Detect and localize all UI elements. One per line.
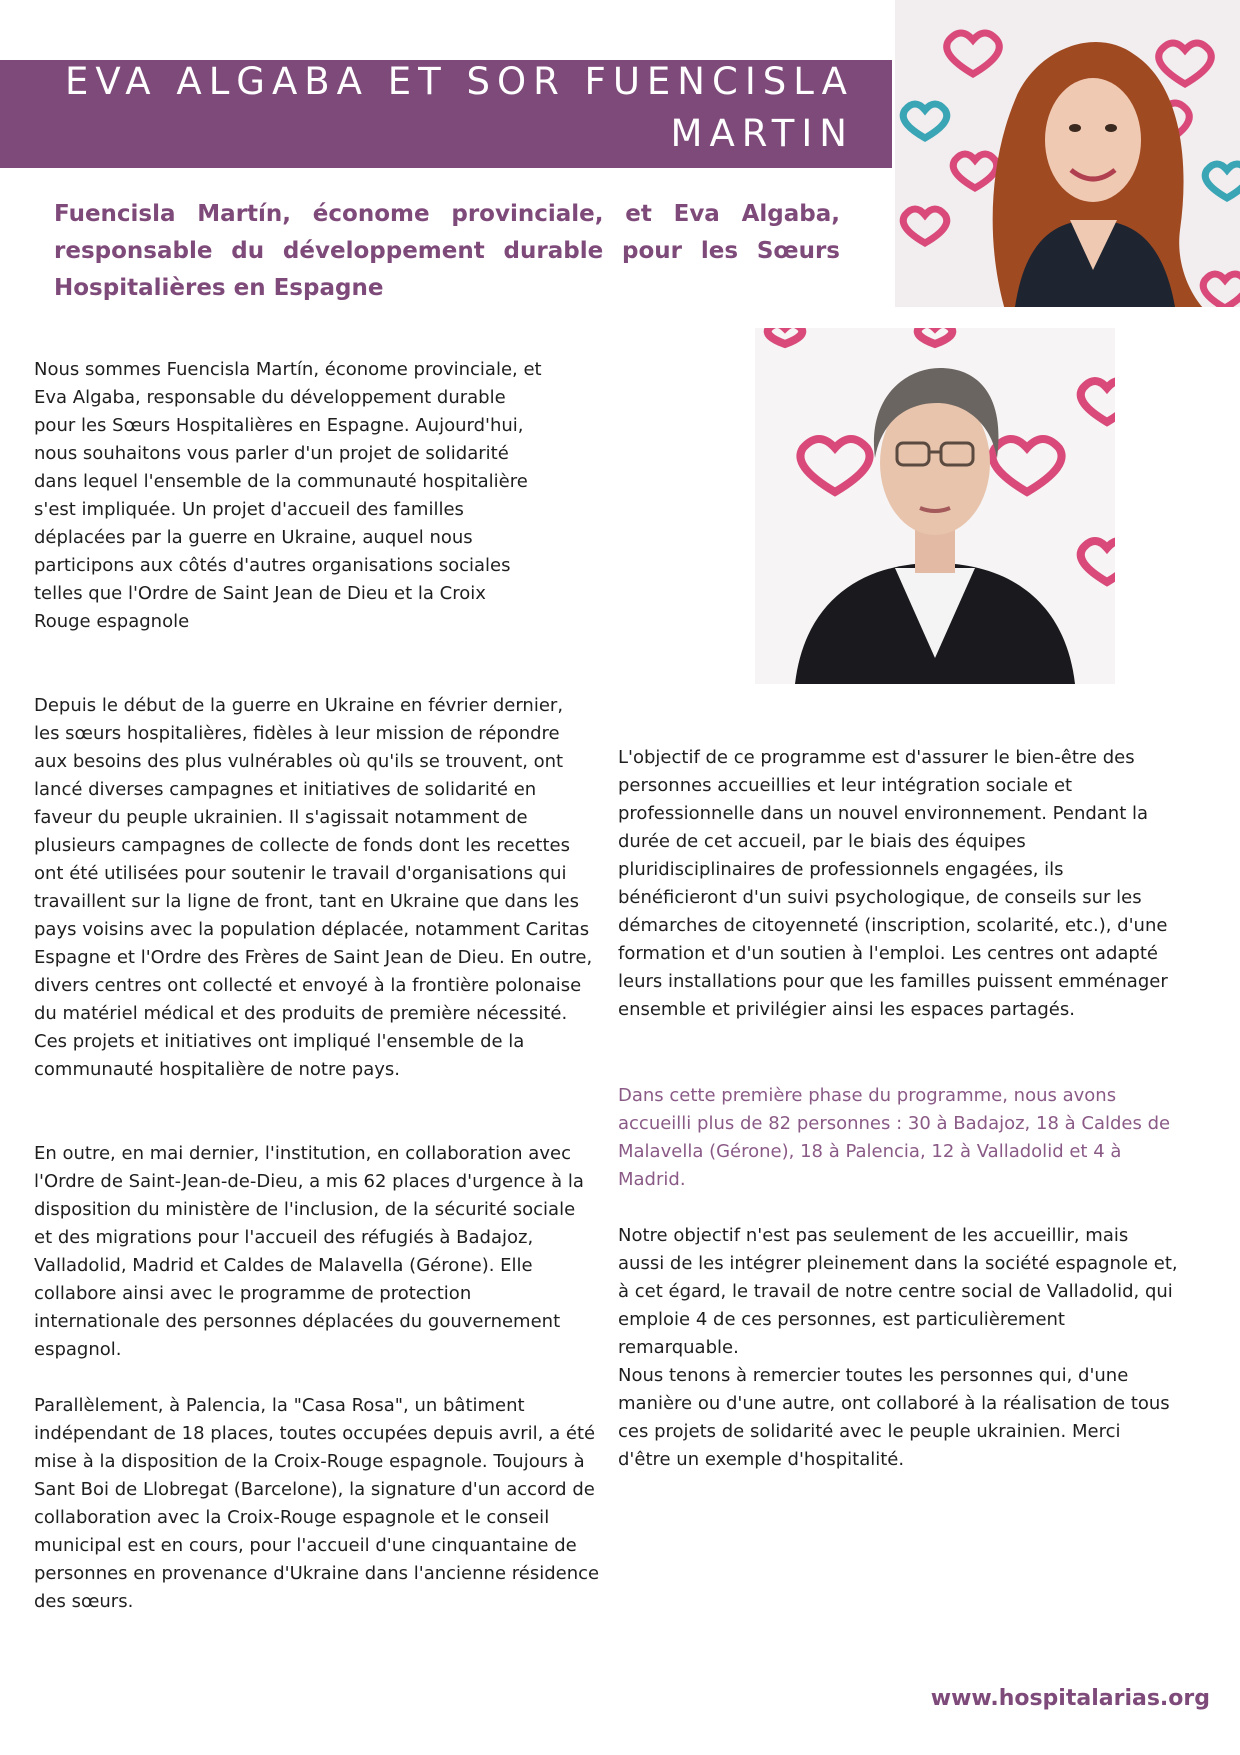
- title-band: [0, 60, 892, 168]
- body-paragraph-war-response: Depuis le début de la guerre en Ukraine en février dernier, les sœurs hospitalières, fidèles à leur mission de répondre aux besoins des plus vulnérables où qu'ils se trouvent, ont lancé diverses campagnes et initiatives de solidarité en faveur du peuple ukrainien. Il s'agissait notamment de plusieurs campagnes de collecte de fonds dont les recettes ont été utilisées pour soutenir le travail d'organisations qui travaillent sur la ligne de front, tant en Ukraine que dans les pays voisins avec la population déplacée, notamment Caritas Espagne et l'Ordre des Frères de Saint Jean de Dieu. En outre, divers centres ont collecté et envoyé à la frontière polonaise du matériel médical et des produits de première nécessité. Ces projets et initiatives ont impliqué l'ensemble de la communauté hospitalière de notre pays.: [34, 695, 593, 1080]
- body-paragraph-casa-rosa: Parallèlement, à Palencia, la "Casa Rosa", un bâtiment indépendant de 18 places, toutes occupées depuis avril, a été mise à la disposition de la Croix-Rouge espagnole. Toujours à Sant Boi de Llobregat (Barcelone), la signature d'un accord de collaboration avec la Croix-Rouge espagnole et le conseil municipal est en cours, pour l'accueil d'une cinquantaine de personnes en provenance d'Ukraine dans l'ancienne résidence des sœurs.: [34, 1395, 600, 1612]
- body-paragraph-integration: Notre objectif n'est pas seulement de les accueillir, mais aussi de les intégrer pleinement dans la société espagnole et, à cet égard, le travail de notre centre social de Valladolid, qui emploie 4 de ces personnes, est particulièrement remarquable.: [618, 1225, 1178, 1358]
- portrait-sister-image: [755, 328, 1115, 684]
- footer-website-link[interactable]: www.hospitalarias.org: [930, 1686, 1210, 1711]
- page-title-line-2: MARTIN: [670, 112, 854, 155]
- body-paragraph-first-phase: Dans cette première phase du programme, nous avons accueilli plus de 82 personnes : 30 à Badajoz, 18 à Caldes de Malavella (Gérone), 18 à Palencia, 12 à Valladolid et 4 à Madrid.: [618, 1085, 1171, 1190]
- page-subtitle: Fuencisla Martín, économe provinciale, et Eva Algaba, responsable du développement durable pour les Sœurs Hospitalières en Espagne: [54, 201, 840, 301]
- body-paragraph-intro: Nous sommes Fuencisla Martín, économe provinciale, et Eva Algaba, responsable du développement durable pour les Sœurs Hospitalières en Espagne. Aujourd'hui, nous souhaitons vous parler d'un projet de solidarité dans lequel l'ensemble de la communauté hospitalière s'est impliquée. Un projet d'accueil des familles déplacées par la guerre en Ukraine, auquel nous participons aux côtés d'autres organisations sociales telles que l'Ordre de Saint Jean de Dieu et la Croix Rouge espagnole: [34, 359, 542, 632]
- body-paragraph-thanks: Nous tenons à remercier toutes les personnes qui, d'une manière ou d'une autre, ont collaboré à la réalisation de tous ces projets de solidarité avec le peuple ukrainien. Merci d'être un exemple d'hospitalité.: [618, 1365, 1170, 1470]
- page-title-line-1: EVA ALGABA ET SOR FUENCISLA: [64, 60, 854, 103]
- photo-sor-fuencisla-martin: [755, 328, 1115, 684]
- portrait-woman-image: [895, 0, 1240, 307]
- body-paragraph-programme-goal: L'objectif de ce programme est d'assurer le bien-être des personnes accueillies et leur intégration sociale et professionnelle dans un nouvel environnement. Pendant la durée de cet accueil, par le biais des équipes pluridisciplinaires de professionnels engagées, ils bénéficieront d'un suivi psychologique, de conseils sur les démarches de citoyenneté (inscription, scolarité, etc.), d'une formation et d'un soutien à l'emploi. Les centres ont adapté leurs installations pour que les familles puissent emménager ensemble et privilégier ainsi les espaces partagés.: [618, 747, 1168, 1020]
- photo-eva-algaba: [895, 0, 1240, 307]
- body-paragraph-emergency-places: En outre, en mai dernier, l'institution, en collaboration avec l'Ordre de Saint-Jean-de-Dieu, a mis 62 places d'urgence à la disposition du ministère de l'inclusion, de la sécurité sociale et des migrations pour l'accueil des réfugiés à Badajoz, Valladolid, Madrid et Caldes de Malavella (Gérone). Elle collabore ainsi avec le programme de protection internationale des personnes déplacées du gouvernement espagnol.: [34, 1143, 584, 1360]
